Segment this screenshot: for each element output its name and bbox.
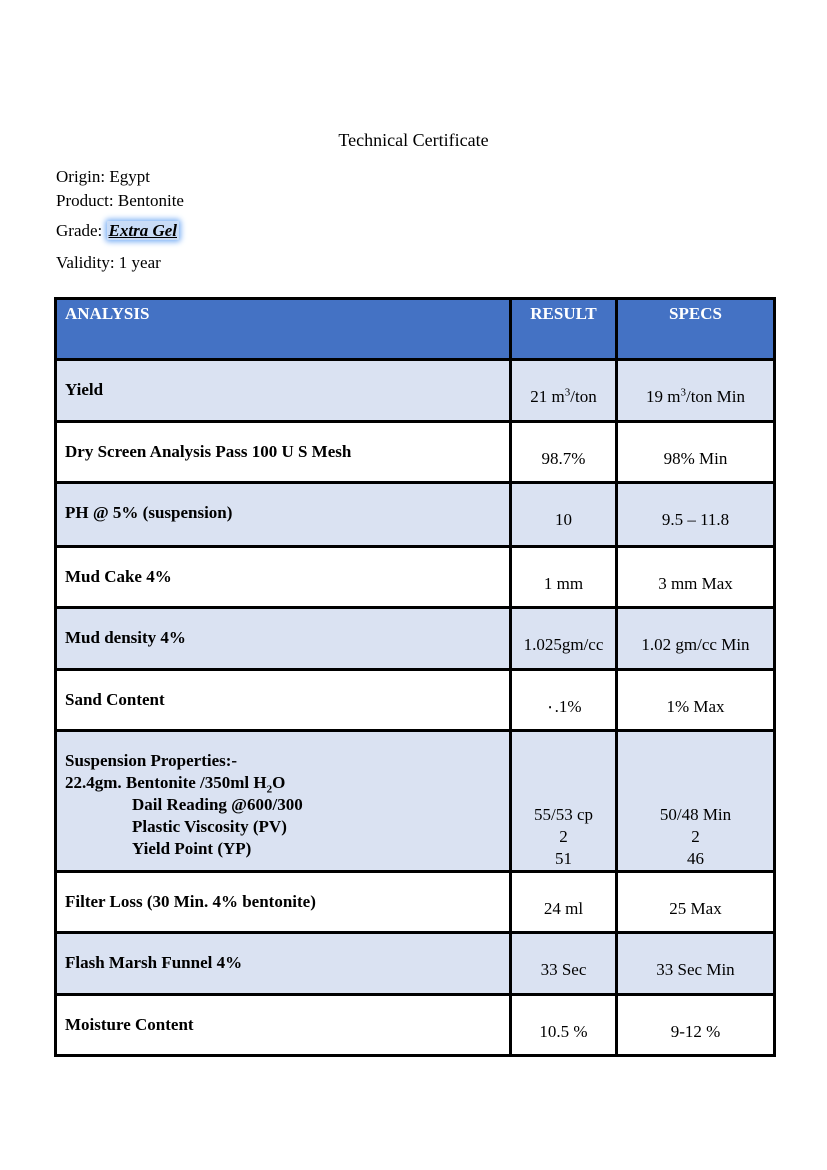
spec-cell: 50/48 Min 2 46 (617, 731, 775, 872)
analysis-cell: Filter Loss (30 Min. 4% bentonite) (56, 872, 511, 933)
result-cell: 1.025gm/cc (511, 608, 617, 670)
spec-cell: 25 Max (617, 872, 775, 933)
table-row (56, 933, 775, 995)
analysis-cell: Mud Cake 4% (56, 547, 511, 608)
table-row (56, 547, 775, 608)
spec-cell: 3 mm Max (617, 547, 775, 608)
origin-line: Origin: Egypt (56, 167, 150, 186)
result-cell: ٠.1% (511, 670, 617, 731)
grade-line (56, 221, 179, 241)
suspension-dial-reading: Dail Reading @600/300 (132, 795, 303, 814)
spec-cell: 19 $m^3$/ton Min (617, 360, 775, 422)
table-row (56, 731, 775, 872)
header-analysis: ANALYSIS (56, 299, 511, 360)
result-cell: 1 mm (511, 547, 617, 608)
analysis-cell: Yield (56, 360, 511, 422)
analysis-cell (56, 731, 511, 872)
analysis-cell: Dry Screen Analysis Pass 100 U S Mesh (56, 422, 511, 483)
spec-cell: 33 Sec Min (617, 933, 775, 995)
grade-value: Extra Gel (108, 221, 177, 240)
table-row (56, 422, 775, 483)
analysis-cell: Flash Marsh Funnel 4% (56, 933, 511, 995)
spec-cell: 9.5 – 11.8 (617, 483, 775, 547)
analysis-cell: Sand Content (56, 670, 511, 731)
result-cell: 21 $m^3$/ton (511, 360, 617, 422)
table-row (56, 608, 775, 670)
analysis-cell: Mud density 4% (56, 608, 511, 670)
table-row (56, 995, 775, 1056)
analysis-table (54, 297, 776, 1057)
suspension-recipe: 22.4gm. Bentonite /350ml $H_2O$ (65, 773, 286, 796)
table-row (56, 670, 775, 731)
spec-cell: 98% Min (617, 422, 775, 483)
analysis-cell: Moisture Content (56, 995, 511, 1056)
product-line: Product: Bentonite (56, 191, 184, 210)
result-cell: 33 Sec (511, 933, 617, 995)
suspension-plastic-viscosity: Plastic Viscosity (PV) (132, 817, 287, 836)
spec-cell: 1% Max (617, 670, 775, 731)
table-header-row (56, 299, 775, 360)
analysis-cell: PH @ 5% (suspension) (56, 483, 511, 547)
spec-cell: 9-12 % (617, 995, 775, 1056)
validity-line: Validity: 1 year (56, 253, 161, 272)
result-cell: 10.5 % (511, 995, 617, 1056)
result-cell: 24 ml (511, 872, 617, 933)
suspension-yield-point: Yield Point (YP) (132, 839, 252, 858)
result-cell: 10 (511, 483, 617, 547)
grade-label: Grade: (56, 221, 107, 240)
page-title: Technical Certificate (338, 130, 489, 150)
header-specs: SPECS (617, 299, 775, 360)
suspension-title: Suspension Properties:- (65, 751, 238, 770)
table-row (56, 483, 775, 547)
table-row (56, 872, 775, 933)
header-result: RESULT (511, 299, 617, 360)
result-cell: 55/53 cp 2 51 (511, 731, 617, 872)
table-row (56, 360, 775, 422)
result-cell: 98.7% (511, 422, 617, 483)
spec-cell: 1.02 gm/cc Min (617, 608, 775, 670)
